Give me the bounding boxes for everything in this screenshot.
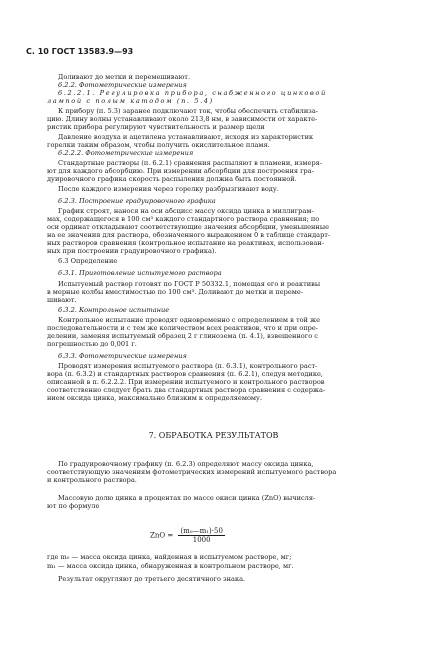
text-line: цию. Длину волны устанавливают около 213,8 нм, в зависимости от характе- [47, 115, 318, 123]
text-line: шивают. [47, 296, 77, 304]
text-line: делении, заменяя испытуемый образец 2 г глинозема (п. 4.1), взвешенного с [47, 332, 318, 340]
text-line: погрешностью до 0,001 г. [47, 340, 137, 348]
text-line: Давление воздуха и ацетилена устанавливают, исходя из характеристик [58, 133, 314, 141]
text-line: После каждого измерения через горелку разбрызгивают воду. [58, 185, 279, 193]
text-line: Доливают до метки и перемешивают. [58, 73, 191, 81]
text-line: 6.3.1. Приготовление испытуемого раствора [58, 269, 222, 277]
text-line: Результат округляют до третьего десятичного знака. [58, 575, 246, 583]
text-line: Проводят измерения испытуемого раствора (п. 6.3.1), контрольного раст- [58, 362, 318, 370]
text-line: соответственно следует брать два стандартных раствора сравнения с содержа- [47, 386, 326, 394]
text-line: 6.2.3. Построение градуировочного графика [58, 197, 216, 205]
text-line: ют по формуле [47, 502, 100, 510]
text-line: 6.3 Определение [58, 257, 118, 265]
text-line: 6.3.3. Фотометрические измерения [58, 352, 187, 360]
text-line: 6.3.2. Контрольное испытание [58, 306, 170, 314]
text-line: m₁ — масса оксида цинка, обнаруженная в контрольном растворе, мг. [47, 562, 294, 570]
text-line: горелки таким образом, чтобы получить окислительное пламя. [47, 141, 270, 149]
zinc-oxide-formula [150, 527, 225, 544]
text-line: лампой с полым катодом (п. 5.4) [47, 97, 214, 105]
text-line: Испытуемый раствор готовят по ГОСТ Р 50332.1, помещая его и реактивы [58, 280, 321, 288]
text-line: График строят, нанося на оси абсцисс массу оксида цинка в миллиграм- [58, 207, 314, 215]
text-line: ных растворов сравнения (контрольное испытание на реактивах, использован- [47, 239, 324, 247]
text-line: описанной в п. 6.2.2.2. При измерении испытуемого и контрольного растворов [47, 378, 325, 386]
text-line: К прибору (п. 5.3) заранее подключают ток, чтобы обеспечить стабилиза- [58, 107, 318, 115]
text-line: дуировочного графика скорость распыления должна быть постоянной. [47, 175, 297, 183]
page-header: С. 10 ГОСТ 13583.9—93 [26, 48, 134, 56]
text-line: соответствующую значениям фотометрических измерений испытуемого раствора [47, 468, 337, 476]
text-line: вора (п. 6.3.2) и стандартных растворов сравнения (п. 6.2.1), следуя методике, [47, 370, 323, 378]
text-line: Стандартные растворы (п. 6.2.1) сравнения распыляют в пламени, измеря- [58, 159, 323, 167]
section-heading: 7. ОБРАБОТКА РЕЗУЛЬТАТОВ [148, 432, 279, 440]
text-line: и контрольного раствора. [47, 476, 137, 484]
text-line: 6.2.2.1. Регулировка прибора, снабженного цинковой [58, 89, 327, 97]
text-line: где m₀ — масса оксида цинка, найденная в испытуемом растворе, мг; [47, 553, 292, 561]
text-line: в мерные колбы вместимостью по 100 см³. Доливают до метки и переме- [47, 288, 304, 296]
text-line: мах, содержащегося в 100 см³ каждого стандартного раствора сравнения; по [47, 215, 320, 223]
formula-numerator: (m₀—m₁)·50 [180, 527, 223, 535]
text-line: Массовую долю цинка в процентах по массе окиси цинка (ZnO) вычисля- [58, 494, 316, 502]
formula-fraction [178, 527, 224, 544]
text-line: Контрольное испытание проводят одновременно с определением в той же [58, 316, 321, 324]
text-line: ют для каждого абсорбцию. При измерении абсорбции для построения гра- [47, 167, 314, 175]
text-line: По градуировочному графику (п. 6.2.3) определяют массу оксида цинка, [58, 460, 314, 468]
formula-denominator: 1000 [192, 536, 211, 544]
text-line: нием оксида цинка, максимально близким к определяемому. [47, 394, 263, 402]
formula-lhs: ZnO = [150, 531, 174, 540]
text-line: последовательности и с тем же количеством всех реактивов, что и при опре- [47, 324, 318, 332]
text-line: оси ординат откладывают соответствующие значения абсорбции, уменьшенные [47, 223, 329, 231]
text-line: 6.2.2. Фотометрические измерения [58, 81, 187, 89]
text-line: на ее значения для раствора, обозначенного выражением 0 в таблице стандарт- [47, 231, 331, 239]
text-line: ристик прибора регулируют чувствительность и размер щели [47, 123, 265, 131]
text-line: 6.2.2.2. Фотометрические измерения [58, 149, 194, 157]
text-line: ных при построении градуировочного графика). [47, 247, 217, 255]
